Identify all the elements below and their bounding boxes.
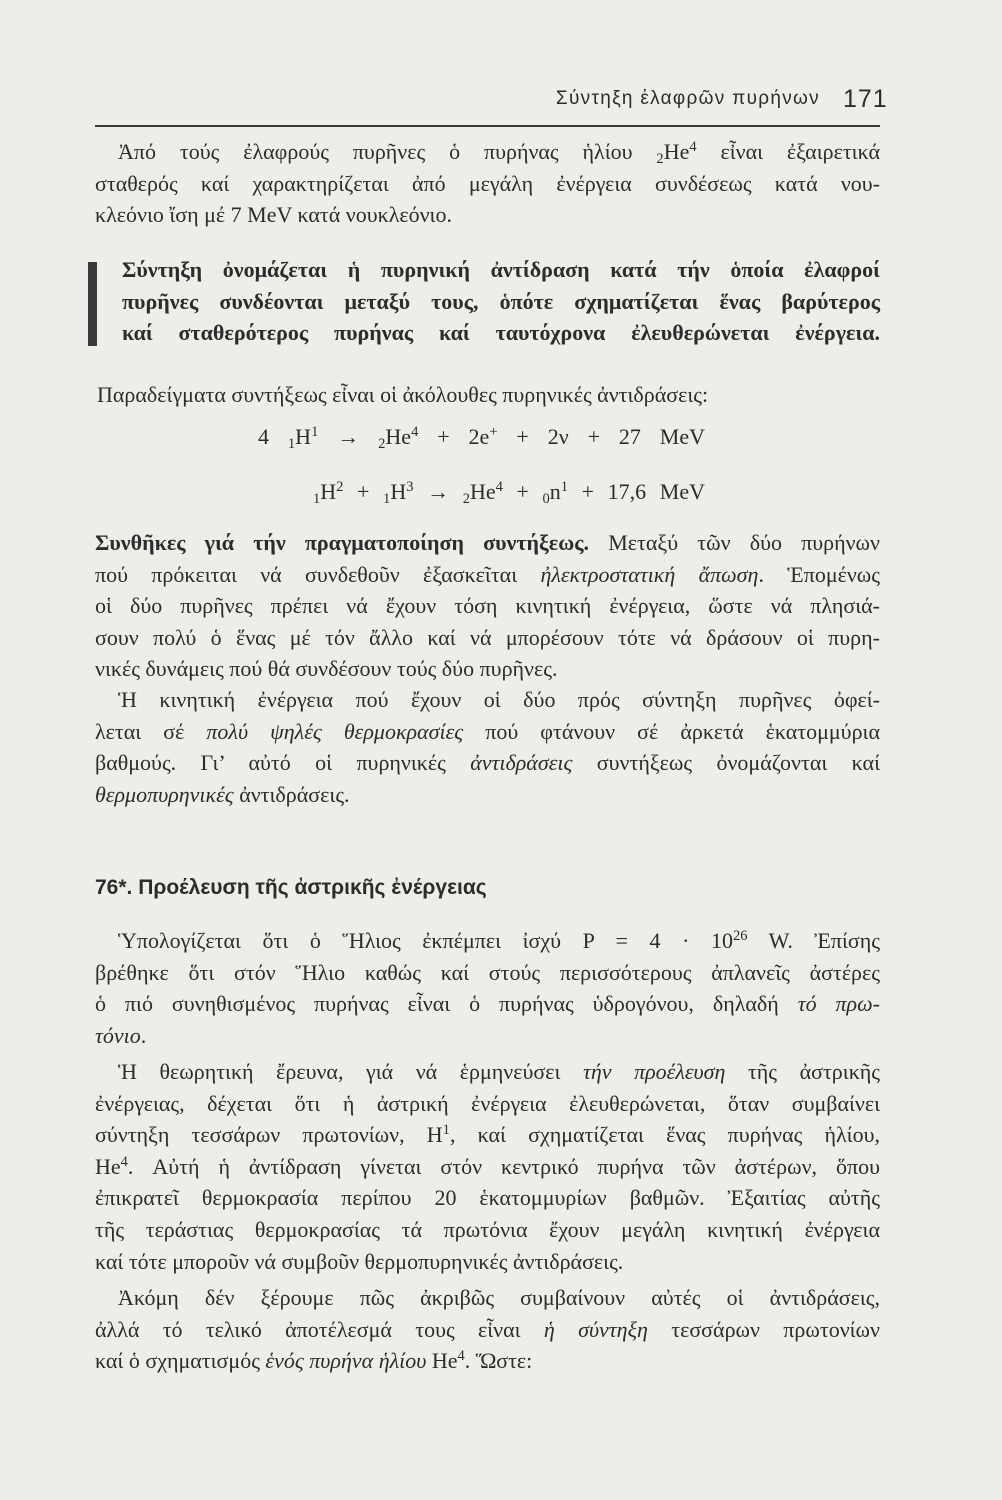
text-line bbox=[95, 925, 880, 957]
superscript: 26 bbox=[732, 928, 748, 945]
italic-run: τό πρω- bbox=[797, 991, 880, 1017]
text-run: συντήξεως ὀνομάζονται καί bbox=[572, 750, 880, 776]
text-line bbox=[95, 1345, 880, 1377]
italic-run: τήν προέλευση bbox=[582, 1059, 726, 1084]
text-run: ἀλλά τό τελικό ἀποτέλεσμά τους εἶναι bbox=[95, 1316, 544, 1342]
text-run: πού πρόκειται νά συνδεθοῦν ἐξασκεῖται bbox=[95, 561, 541, 587]
text-run: 4 bbox=[258, 424, 288, 449]
text-line bbox=[95, 1214, 880, 1246]
text-run: n bbox=[549, 479, 561, 504]
subscript: 2 bbox=[378, 436, 386, 453]
text-run: He bbox=[385, 424, 412, 449]
text-line bbox=[122, 286, 880, 318]
text-run: νικές δυνάμεις πού θά συνδέσουν τούς δύο πυρῆνες. bbox=[95, 656, 558, 682]
text-line bbox=[122, 317, 880, 349]
text-line bbox=[95, 1246, 880, 1278]
text-line bbox=[95, 590, 880, 622]
text-run: τεσσάρων πρωτονίων bbox=[647, 1316, 880, 1342]
text-run: Παραδείγματα συντήξεως εἶναι οἱ ἀκόλουθες πυρηνικές ἀντιδράσεις: bbox=[97, 382, 709, 407]
superscript: 4 bbox=[411, 424, 419, 441]
text-run: . Ὥστε: bbox=[464, 1348, 533, 1374]
running-title: Σύντηξη ἐλαφρῶν πυρήνων bbox=[555, 88, 820, 109]
text-run: H bbox=[320, 479, 337, 504]
superscript: 4 bbox=[457, 1348, 465, 1365]
italic-run: πολύ ψηλές θερμοκρασίες bbox=[206, 718, 464, 744]
text-run: He bbox=[469, 479, 496, 504]
superscript: 4 bbox=[689, 139, 697, 156]
text-run: He bbox=[663, 139, 690, 164]
text-line bbox=[95, 527, 880, 559]
italic-run: τόνιο bbox=[95, 1022, 141, 1048]
paragraph-kinetic-energy bbox=[95, 684, 880, 810]
text-run: Ἀπό τούς ἐλαφρούς πυρῆνες ὁ πυρήνας ἡλίου bbox=[118, 139, 657, 164]
equation-1 bbox=[258, 421, 705, 453]
definition-marker-bar bbox=[88, 262, 97, 346]
text-run: H bbox=[390, 479, 407, 504]
italic-run: ἠλεκτροστατική ἄπωση bbox=[540, 561, 759, 587]
superscript: 2 bbox=[336, 479, 344, 496]
text-run: Ἀκόμη δέν ξέρουμε πῶς ἀκριβῶς συμβαίνουν αὐτές οἱ ἀντιδράσεις, bbox=[118, 1285, 880, 1310]
text-run: κλεόνιο ἴση μέ 7 MeV κατά νουκλεόνιο. bbox=[95, 202, 452, 228]
superscript: 1 bbox=[442, 1122, 450, 1139]
text-run: → bbox=[318, 424, 379, 449]
text-run: καί ὁ σχηματισμός bbox=[95, 1348, 266, 1374]
paragraph-conditions bbox=[95, 527, 880, 685]
text-line bbox=[95, 988, 880, 1020]
text-run: τῆς τεράστιας θερμοκρασίας τά πρωτόνια ἔχουν μεγάλη κινητική ἐνέργεια bbox=[95, 1216, 880, 1242]
text-run: βαθμούς. Γι’ αὐτό οἱ πυρηνικές bbox=[95, 750, 471, 776]
text-run: + 2ν + 27 MeV bbox=[497, 424, 705, 449]
superscript: + bbox=[489, 424, 498, 441]
superscript: 4 bbox=[495, 479, 503, 496]
text-line bbox=[122, 254, 880, 286]
italic-run: ἀντιδράσεις bbox=[470, 750, 573, 776]
bold-run: Συνθῆκες γιά τήν πραγματοποίηση συντήξεως. bbox=[95, 530, 590, 555]
superscript: 4 bbox=[120, 1153, 128, 1170]
text-line bbox=[95, 779, 880, 811]
superscript: 1 bbox=[311, 424, 319, 441]
paragraph-conclusion bbox=[95, 1282, 880, 1377]
text-run: ὁ πιό συνηθισμένος πυρήνας εἶναι ὁ πυρήνας ὑδρογόνου, δηλαδή bbox=[95, 991, 798, 1017]
paragraph-intro bbox=[95, 136, 880, 231]
text-run: W. Ἐπίσης bbox=[747, 928, 880, 953]
definition-box bbox=[122, 254, 880, 349]
italic-run: ἑνός πυρήνα ἡλίου bbox=[265, 1348, 427, 1374]
text-run: . Ἑπομένως bbox=[758, 561, 880, 587]
paragraph-examples-intro bbox=[97, 379, 882, 411]
text-line bbox=[95, 199, 880, 231]
text-line bbox=[95, 168, 880, 200]
text-run: βρέθηκε ὅτι στόν Ἥλιο καθώς καί στούς περισσότερους ἀπλανεῖς ἀστέρες bbox=[95, 959, 880, 985]
superscript: 3 bbox=[406, 479, 414, 496]
bold-run: πυρῆνες συνδέονται μεταξύ τους, ὁπότε σχηματίζεται ἕνας βαρύτερος bbox=[122, 288, 880, 314]
text-line bbox=[95, 1151, 880, 1183]
subscript: 2 bbox=[656, 151, 664, 168]
text-run: . Αὐτή ἡ ἀντίδραση γίνεται στόν κεντρικό πυρήνα τῶν ἀστέρων, ὅπου bbox=[127, 1153, 880, 1179]
subscript: 1 bbox=[383, 491, 391, 508]
subscript: 0 bbox=[542, 491, 550, 508]
text-line bbox=[95, 957, 880, 989]
text-run: λεται σέ bbox=[95, 718, 207, 744]
text-line bbox=[95, 747, 880, 779]
text-run: τῆς ἀστρικῆς bbox=[725, 1059, 880, 1084]
bold-run: Σύντηξη ὀνομάζεται ἡ πυρηνική ἀντίδραση κατά τήν ὁποία ἐλαφροί bbox=[122, 257, 880, 282]
text-run: + 17,6 MeV bbox=[568, 479, 705, 504]
text-run: πού φτάνουν σέ ἀρκετά ἑκατομμύρια bbox=[463, 718, 880, 744]
section-heading: 76*. Προέλευση τῆς ἀστρικῆς ἐνέργειας bbox=[95, 876, 487, 899]
text-run: + 2e bbox=[418, 424, 490, 449]
text-run: ἀντιδράσεις. bbox=[233, 781, 350, 807]
subscript: 1 bbox=[313, 491, 321, 508]
italic-run: θερμοπυρηνικές bbox=[95, 781, 234, 807]
text-line bbox=[95, 136, 880, 168]
text-run: , καί σχηματίζεται ἕνας πυρήνας ἡλίου, bbox=[449, 1122, 880, 1148]
superscript: 1 bbox=[560, 479, 569, 496]
text-line bbox=[95, 1020, 880, 1052]
paragraph-sun bbox=[95, 925, 880, 1051]
text-line bbox=[95, 1314, 880, 1346]
text-line bbox=[95, 684, 880, 716]
text-run: ἐπικρατεῖ θερμοκρασία περίπου 20 ἑκατομμυρίων βαθμῶν. Ἐξαιτίας αὐτῆς bbox=[95, 1185, 880, 1211]
text-run: σύντηξη τεσσάρων πρωτονίων, H bbox=[95, 1122, 443, 1148]
text-run: Μεταξύ τῶν δύο πυρήνων bbox=[589, 530, 880, 555]
text-run: σταθερός καί χαρακτηρίζεται ἀπό μεγάλη ἐνέργεια συνδέσεως κατά νου- bbox=[95, 170, 880, 196]
text-line bbox=[95, 1056, 880, 1088]
text-run: He bbox=[95, 1153, 121, 1179]
text-line bbox=[95, 1119, 880, 1151]
text-line bbox=[95, 1282, 880, 1314]
text-run: Ὑπολογίζεται ὅτι ὁ Ἥλιος ἐκπέμπει ἰσχύ P = 4 · 10 bbox=[118, 928, 733, 953]
text-line bbox=[95, 622, 880, 654]
italic-run: ἡ σύντηξη bbox=[543, 1316, 648, 1342]
text-run: + bbox=[343, 479, 384, 504]
subscript: 1 bbox=[287, 436, 296, 453]
text-run: Ἡ κινητική ἐνέργεια πού ἔχουν οἱ δύο πρός σύντηξη πυρῆνες ὀφεί- bbox=[118, 687, 880, 712]
text-run: H bbox=[295, 424, 312, 449]
text-run: + bbox=[502, 479, 543, 504]
text-run: οἱ δύο πυρῆνες πρέπει νά ἔχουν τόση κινητική ἐνέργεια, ὥστε νά πλησιά- bbox=[95, 593, 880, 619]
text-run: εἶναι ἐξαιρετικά bbox=[696, 139, 881, 164]
bold-run: καί σταθερότερος πυρήνας καί ταυτόχρονα ἐλευθερώνεται ἐνέργεια. bbox=[122, 320, 880, 346]
text-run: . bbox=[140, 1022, 147, 1048]
text-run: ἐνέργειας, δέχεται ὅτι ἡ ἀστρική ἐνέργεια ἐλευθερώνεται, ὅταν συμβαίνει bbox=[95, 1090, 880, 1116]
text-line bbox=[97, 379, 882, 411]
text-line bbox=[95, 1088, 880, 1120]
equation-2 bbox=[313, 476, 705, 508]
text-run: καί τότε μποροῦν νά συμβοῦν θερμοπυρηνικές ἀντιδράσεις. bbox=[95, 1248, 624, 1274]
text-line bbox=[95, 559, 880, 591]
subscript: 2 bbox=[462, 491, 470, 508]
text-run: He bbox=[426, 1348, 458, 1374]
header-rule bbox=[95, 125, 880, 127]
text-line bbox=[95, 1182, 880, 1214]
text-line bbox=[95, 653, 880, 685]
text-run: σουν πολύ ὁ ἕνας μέ τόν ἄλλο καί νά μπορέσουν τότε νά δράσουν οἱ πυρη- bbox=[95, 624, 880, 650]
text-run: → bbox=[413, 479, 463, 504]
text-line bbox=[95, 716, 880, 748]
paragraph-theory bbox=[95, 1056, 880, 1277]
page-number: 171 bbox=[843, 85, 888, 113]
text-run: Ἡ θεωρητική ἔρευνα, γιά νά ἑρμηνεύσει bbox=[118, 1059, 583, 1084]
